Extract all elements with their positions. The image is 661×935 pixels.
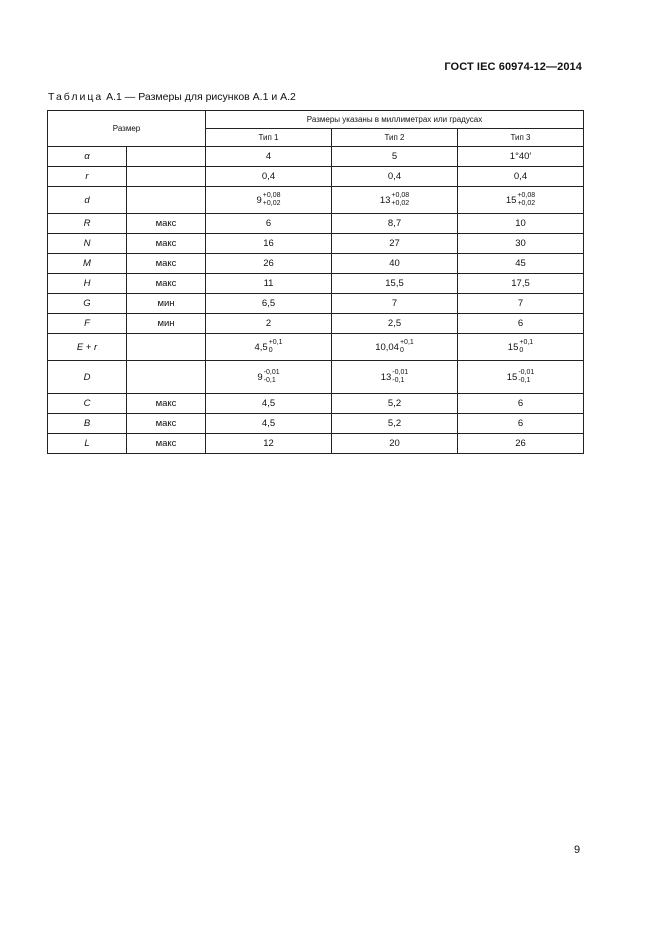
table-caption-text: А.1 — Размеры для рисунков А.1 и А.2	[106, 91, 296, 103]
value-type-3	[458, 361, 584, 394]
header-type-1: Тип 1	[206, 129, 332, 147]
value-type-3	[458, 147, 584, 167]
value-base: 15,5	[385, 278, 404, 289]
tolerance-lower: +0,02	[517, 200, 536, 207]
value-type-3	[458, 167, 584, 187]
document-code: ГОСТ IEC 60974-12—2014	[444, 61, 582, 73]
limit-type: макс	[127, 254, 206, 274]
limit-type: макс	[127, 274, 206, 294]
tolerance	[518, 369, 534, 385]
value-base: 15	[505, 194, 517, 206]
tolerance-lower: +0,02	[262, 200, 281, 207]
tolerance-lower: -0,1	[392, 377, 405, 384]
dimension-symbol: B	[48, 414, 127, 434]
value-base: 2,5	[387, 318, 402, 329]
value-base: 2	[265, 318, 272, 329]
value-type-2	[332, 361, 458, 394]
value-type-3	[458, 334, 584, 361]
value-type-2	[332, 434, 458, 454]
dimension-symbol: C	[48, 394, 127, 414]
value-base: 7	[517, 298, 524, 309]
value-base: 26	[515, 438, 526, 449]
tolerance-lower: 0	[519, 347, 524, 354]
dimension-symbol: G	[48, 294, 127, 314]
value-type-2	[332, 167, 458, 187]
value-base: 26	[263, 258, 274, 269]
value-base: 27	[389, 238, 400, 249]
tolerance	[519, 339, 533, 355]
value-base: 1°40′	[509, 151, 532, 162]
tolerance	[391, 192, 409, 208]
limit-type: макс	[127, 214, 206, 234]
dimension-symbol: N	[48, 234, 127, 254]
value-type-2	[332, 214, 458, 234]
value-type-1	[206, 214, 332, 234]
value-base: 11	[263, 278, 274, 289]
table-row	[48, 187, 584, 214]
limit-type	[127, 147, 206, 167]
value-base: 15	[506, 371, 518, 383]
table-row	[48, 314, 584, 334]
dimension-symbol: F	[48, 314, 127, 334]
page-number: 9	[574, 844, 581, 856]
value-base: 12	[263, 438, 274, 449]
value-base: 15	[507, 341, 519, 353]
value-type-1	[206, 414, 332, 434]
limit-type: макс	[127, 414, 206, 434]
table-row	[48, 361, 584, 394]
value-type-3	[458, 254, 584, 274]
value-base: 7	[391, 298, 398, 309]
value-type-2	[332, 187, 458, 214]
value-base: 5,2	[387, 398, 402, 409]
tolerance-upper: +0,1	[268, 339, 283, 346]
value-base: 6	[265, 218, 272, 229]
value-type-1	[206, 147, 332, 167]
table-row	[48, 394, 584, 414]
value-base: 40	[389, 258, 400, 269]
value-type-2	[332, 234, 458, 254]
header-type-2: Тип 2	[332, 129, 458, 147]
header-size: Размер	[48, 111, 206, 147]
value-base: 6	[517, 398, 524, 409]
table-row	[48, 334, 584, 361]
value-base: 4,5	[261, 398, 276, 409]
tolerance	[400, 339, 414, 355]
value-type-3	[458, 294, 584, 314]
value-type-1	[206, 361, 332, 394]
tolerance-lower: 0	[268, 347, 273, 354]
tolerance-lower: +0,02	[391, 200, 410, 207]
tolerance-upper: -0,01	[263, 369, 280, 376]
value-type-2	[332, 394, 458, 414]
value-type-3	[458, 234, 584, 254]
limit-type	[127, 361, 206, 394]
value-type-3	[458, 214, 584, 234]
limit-type: мин	[127, 314, 206, 334]
value-type-1	[206, 334, 332, 361]
dimension-symbol: R	[48, 214, 127, 234]
limit-type: макс	[127, 434, 206, 454]
value-base: 6	[517, 418, 524, 429]
value-base: 17,5	[511, 278, 530, 289]
tolerance-upper: -0,01	[518, 369, 535, 376]
dimension-symbol: H	[48, 274, 127, 294]
value-base: 4,5	[261, 418, 276, 429]
value-type-3	[458, 414, 584, 434]
limit-type: макс	[127, 234, 206, 254]
tolerance	[264, 369, 280, 385]
value-base: 4,5	[254, 341, 268, 353]
limit-type: мин	[127, 294, 206, 314]
dimension-symbol: L	[48, 434, 127, 454]
value-type-2	[332, 314, 458, 334]
value-type-1	[206, 434, 332, 454]
tolerance-upper: +0,1	[519, 339, 534, 346]
dimensions-table	[47, 110, 584, 454]
value-type-1	[206, 314, 332, 334]
dimension-symbol: r	[48, 167, 127, 187]
table-row	[48, 414, 584, 434]
value-base: 8,7	[387, 218, 402, 229]
tolerance	[263, 192, 281, 208]
value-type-2	[332, 334, 458, 361]
value-type-2	[332, 274, 458, 294]
value-type-1	[206, 234, 332, 254]
dimension-symbol: d	[48, 187, 127, 214]
value-type-1	[206, 254, 332, 274]
tolerance-upper: +0,08	[517, 192, 536, 199]
table-row	[48, 167, 584, 187]
value-type-1	[206, 167, 332, 187]
value-base: 20	[389, 438, 400, 449]
value-type-3	[458, 394, 584, 414]
tolerance-upper: +0,08	[262, 192, 281, 199]
dimension-symbol: D	[48, 361, 127, 394]
value-type-1	[206, 394, 332, 414]
table-row	[48, 274, 584, 294]
table-caption-prefix: Таблица	[48, 91, 104, 103]
tolerance	[269, 339, 283, 355]
value-type-1	[206, 294, 332, 314]
value-type-1	[206, 274, 332, 294]
table-row	[48, 214, 584, 234]
value-type-2	[332, 254, 458, 274]
value-type-2	[332, 414, 458, 434]
tolerance-upper: +0,1	[399, 339, 414, 346]
header-type-3: Тип 3	[458, 129, 584, 147]
limit-type	[127, 167, 206, 187]
value-type-3	[458, 187, 584, 214]
value-base: 5	[391, 151, 398, 162]
value-type-1	[206, 187, 332, 214]
value-base: 6	[517, 318, 524, 329]
dimension-symbol: M	[48, 254, 127, 274]
value-base: 10,04	[375, 341, 399, 353]
limit-type	[127, 334, 206, 361]
tolerance	[392, 369, 408, 385]
value-type-3	[458, 274, 584, 294]
value-type-2	[332, 294, 458, 314]
value-type-3	[458, 314, 584, 334]
value-base: 6,5	[261, 298, 276, 309]
value-base: 13	[380, 371, 392, 383]
tolerance-lower: 0	[399, 347, 404, 354]
table-row	[48, 234, 584, 254]
value-base: 5,2	[387, 418, 402, 429]
dimension-symbol: E + r	[48, 334, 127, 361]
limit-type	[127, 187, 206, 214]
value-base: 0,4	[261, 171, 276, 182]
value-type-2	[332, 147, 458, 167]
value-type-3	[458, 434, 584, 454]
tolerance-lower: -0,1	[263, 377, 276, 384]
table-row	[48, 294, 584, 314]
value-base: 0,4	[387, 171, 402, 182]
table-caption	[48, 91, 296, 103]
value-base: 9	[257, 371, 263, 383]
value-base: 13	[379, 194, 391, 206]
tolerance-upper: +0,08	[391, 192, 410, 199]
limit-type: макс	[127, 394, 206, 414]
tolerance-upper: -0,01	[392, 369, 409, 376]
header-units-note: Размеры указаны в миллиметрах или градусах	[206, 111, 584, 129]
tolerance-lower: -0,1	[518, 377, 531, 384]
value-base: 45	[515, 258, 526, 269]
table-row	[48, 434, 584, 454]
value-base: 16	[263, 238, 274, 249]
value-base: 4	[265, 151, 272, 162]
dimension-symbol: α	[48, 147, 127, 167]
value-base: 10	[515, 218, 526, 229]
table-row	[48, 147, 584, 167]
value-base: 30	[515, 238, 526, 249]
value-base: 9	[256, 194, 262, 206]
value-base: 0,4	[513, 171, 528, 182]
table-row	[48, 254, 584, 274]
tolerance	[517, 192, 535, 208]
